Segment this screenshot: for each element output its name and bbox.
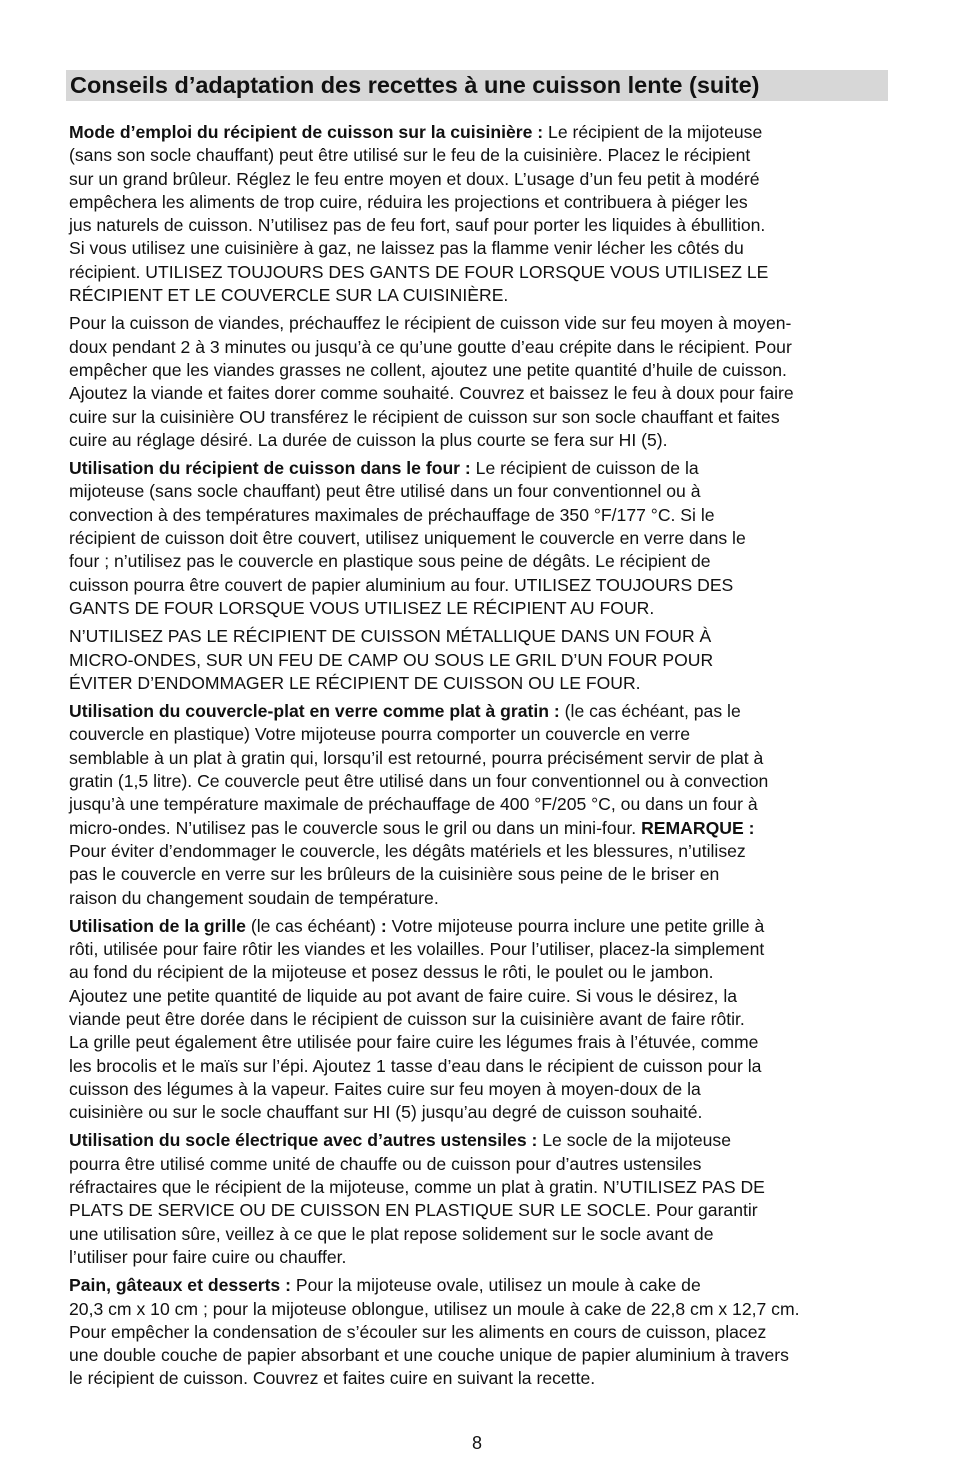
text-segment: le récipient de cuisson. Couvrez et faites cuire en suivant la recette.: [69, 1368, 596, 1389]
text-segment: une utilisation sûre, veillez à ce que le plat repose solidement sur le socle avant de: [69, 1223, 714, 1244]
text-segment: au fond du récipient de la mijoteuse et posez dessus le rôti, le poulet ou le jambon.: [69, 962, 714, 983]
text-segment: pourra être utilisé comme unité de chauffe ou de cuisson pour d’autres ustensiles: [69, 1153, 702, 1174]
text-line: [69, 1223, 909, 1246]
text-line: [69, 1055, 909, 1078]
text-line: [69, 938, 909, 961]
text-line: [69, 672, 909, 695]
text-segment: rôti, utilisée pour faire rôtir les viandes et les volailles. Pour l’utiliser, placez-la simplement: [69, 939, 765, 960]
text-line: [69, 382, 909, 405]
paragraph: [69, 121, 909, 307]
text-segment: Le récipient de cuisson de la: [470, 458, 699, 479]
paragraph: [69, 700, 909, 910]
text-segment: l’utiliser pour faire cuire ou chauffer.: [69, 1246, 347, 1267]
text-line: [69, 1199, 909, 1222]
paragraph: [69, 625, 909, 695]
text-line: [69, 1246, 909, 1269]
text-segment: Si vous utilisez une cuisinière à gaz, ne laissez pas la flamme venir lécher les côtés du: [69, 238, 744, 259]
text-segment: Pour la mijoteuse ovale, utilisez un moule à cake de: [290, 1275, 701, 1296]
text-segment: cuire au réglage désiré. La durée de cuisson la plus courte se fera sur HI (5).: [69, 429, 668, 450]
text-segment: (le cas échéant): [245, 915, 381, 936]
text-segment: viande peut être dorée dans le récipient de cuisson sur la cuisinière avant de faire rôtir.: [69, 1008, 745, 1029]
page-title: Conseils d’adaptation des recettes à une cuisson lente (suite): [70, 72, 760, 98]
text-segment: RÉCIPIENT ET LE COUVERCLE SUR LA CUISINIÈRE.: [69, 285, 509, 306]
text-segment: Pour éviter d’endommager le couvercle, les dégâts matériels et les blessures, n’utilisez: [69, 840, 746, 861]
text-segment: gratin (1,5 litre). Ce couvercle peut être utilisé dans un four conventionnel ou à convection: [69, 771, 769, 792]
text-line: [69, 527, 909, 550]
text-line: [69, 840, 909, 863]
text-segment: une double couche de papier absorbant et une couche unique de papier aluminium à travers: [69, 1345, 789, 1366]
text-line: [69, 700, 909, 723]
text-line: [69, 504, 909, 527]
text-segment: La grille peut également être utilisée pour faire cuire les légumes frais à l’étuvée, comme: [69, 1032, 759, 1053]
text-line: [69, 550, 909, 573]
text-line: [69, 723, 909, 746]
text-segment: (sans son socle chauffant) peut être utilisé sur le feu de la cuisinière. Placez le récipient: [69, 145, 751, 166]
text-line: [69, 1129, 909, 1152]
text-line: [69, 770, 909, 793]
text-line: [69, 649, 909, 672]
text-segment: four ; n’utilisez pas le couvercle en plastique sous peine de dégâts. Le récipient de: [69, 551, 711, 572]
text-line: [69, 574, 909, 597]
text-line: [69, 214, 909, 237]
text-segment: pas le couvercle en verre sur les brûleurs de la cuisinière sous peine de le briser en: [69, 864, 720, 885]
text-segment: empêcher que les viandes grasses ne collent, ajoutez une petite quantité d’huile de cuisson.: [69, 359, 787, 380]
text-line: [69, 961, 909, 984]
text-line: [69, 1274, 909, 1297]
text-segment: jus naturels de cuisson. N’utilisez pas de feu fort, sauf pour porter les liquides à ébullition.: [69, 215, 766, 236]
text-line: [69, 144, 909, 167]
text-segment: récipient. UTILISEZ TOUJOURS DES GANTS DE FOUR LORSQUE VOUS UTILISEZ LE: [69, 261, 769, 282]
text-segment: raison du changement soudain de température.: [69, 887, 439, 908]
text-segment: N’UTILISEZ PAS LE RÉCIPIENT DE CUISSON MÉTALLIQUE DANS UN FOUR À: [69, 626, 712, 647]
text-segment: jusqu’à une température maximale de préchauffage de 400 °F/205 °C, ou dans un four à: [69, 794, 758, 815]
text-line: [69, 1031, 909, 1054]
text-line: [69, 261, 909, 284]
text-line: [69, 336, 909, 359]
text-segment: cuisson des légumes à la vapeur. Faites cuire sur feu moyen à moyen-doux de la: [69, 1078, 701, 1099]
text-segment: Le récipient de la mijoteuse: [543, 122, 763, 142]
text-line: [69, 312, 909, 335]
text-segment: Pour empêcher la condensation de s’écouler sur les aliments en cours de cuisson, placez: [69, 1321, 767, 1342]
bold-segment: Utilisation du récipient de cuisson dans le four :: [69, 458, 471, 479]
paragraph: [69, 457, 909, 620]
text-line: [69, 284, 909, 307]
text-segment: ÉVITER D’ENDOMMAGER LE RÉCIPIENT DE CUISSON OU LE FOUR.: [69, 672, 641, 693]
text-line: [69, 863, 909, 886]
text-line: [69, 237, 909, 260]
text-line: [69, 1101, 909, 1124]
text-segment: couvercle en plastique) Votre mijoteuse pourra comporter un couvercle en verre: [69, 724, 690, 745]
text-line: [69, 747, 909, 770]
text-segment: MICRO-ONDES, SUR UN FEU DE CAMP OU SOUS LE GRIL D’UN FOUR POUR: [69, 649, 714, 670]
text-line: [69, 457, 909, 480]
text-line: [69, 1344, 909, 1367]
paragraph: [69, 915, 909, 1125]
text-segment: (le cas échéant, pas le: [559, 701, 741, 722]
text-line: [69, 1321, 909, 1344]
text-segment: semblable à un plat à gratin qui, lorsqu’il est retourné, pourra précisément servir de plat à: [69, 747, 764, 768]
text-segment: empêchera les aliments de trop cuire, réduira les projections et contribuera à piéger les: [69, 191, 748, 212]
bold-segment: Utilisation de la grille: [69, 915, 246, 936]
text-segment: cuisson pourra être couvert de papier aluminium au four. UTILISEZ TOUJOURS DES: [69, 574, 734, 595]
paragraph: [69, 1274, 909, 1390]
text-line: [69, 359, 909, 382]
text-line: [69, 625, 909, 648]
text-line: [69, 168, 909, 191]
text-line: [69, 1153, 909, 1176]
bold-segment: Pain, gâteaux et desserts :: [69, 1275, 291, 1296]
text-segment: récipient de cuisson doit être couvert, utilisez uniquement le couvercle en verre dans le: [69, 528, 746, 549]
text-line: [69, 597, 909, 620]
text-line: [69, 1298, 909, 1321]
bold-segment: Utilisation du couvercle-plat en verre comme plat à gratin :: [69, 701, 560, 722]
bold-segment: :: [380, 915, 387, 936]
page-number: 8: [471, 1433, 482, 1453]
text-line: [69, 1008, 909, 1031]
text-segment: 20,3 cm x 10 cm ; pour la mijoteuse oblongue, utilisez un moule à cake de 22,8 cm x 12,7 cm.: [69, 1298, 800, 1319]
text-line: [69, 1078, 909, 1101]
text-segment: Le socle de la mijoteuse: [537, 1130, 732, 1151]
text-segment: GANTS DE FOUR LORSQUE VOUS UTILISEZ LE RÉCIPIENT AU FOUR.: [69, 597, 655, 618]
text-segment: convection à des températures maximales de préchauffage de 350 °F/177 °C. Si le: [69, 504, 715, 525]
text-segment: cuire sur la cuisinière OU transférez le récipient de cuisson sur son socle chauffant et faites: [69, 406, 780, 427]
bold-segment: Mode d’emploi du récipient de cuisson sur la cuisinière :: [69, 122, 544, 142]
text-segment: doux pendant 2 à 3 minutes ou jusqu’à ce qu’une goutte d’eau crépite dans le récipient. Pour: [69, 336, 792, 357]
text-line: [69, 915, 909, 938]
bold-segment: REMARQUE :: [641, 817, 755, 838]
paragraph: [69, 312, 909, 452]
text-line: [69, 121, 909, 144]
text-segment: mijoteuse (sans socle chauffant) peut être utilisé dans un four conventionnel ou à: [69, 481, 701, 502]
text-segment: Ajoutez la viande et faites dorer comme souhaité. Couvrez et baissez le feu à doux pour faire: [69, 383, 794, 404]
bold-segment: Utilisation du socle électrique avec d’autres ustensiles :: [69, 1130, 538, 1151]
text-segment: Votre mijoteuse pourra inclure une petite grille à: [386, 915, 765, 936]
text-line: [69, 480, 909, 503]
text-line: [69, 985, 909, 1008]
text-line: [69, 1176, 909, 1199]
text-segment: micro-ondes. N’utilisez pas le couvercle sous le gril ou dans un mini-four.: [69, 817, 642, 838]
text-segment: Pour la cuisson de viandes, préchauffez le récipient de cuisson vide sur feu moyen à moyen-: [69, 313, 792, 334]
text-line: [69, 817, 909, 840]
text-segment: cuisinière ou sur le socle chauffant sur HI (5) jusqu’au degré de cuisson souhaité.: [69, 1102, 703, 1123]
text-segment: réfractaires que le récipient de la mijoteuse, comme un plat à gratin. N’UTILISEZ PAS DE: [69, 1177, 765, 1198]
text-segment: Ajoutez une petite quantité de liquide au pot avant de faire cuire. Si vous le désirez, la: [69, 985, 738, 1006]
text-line: [69, 191, 909, 214]
text-segment: sur un grand brûleur. Réglez le feu entre moyen et doux. L’usage d’un feu petit à modéré: [69, 168, 760, 189]
document-body: [69, 121, 909, 1396]
text-line: [69, 1367, 909, 1390]
paragraph: [69, 1129, 909, 1269]
text-segment: les brocolis et le maïs sur l’épi. Ajoutez 1 tasse d’eau dans le récipient de cuisson pour la: [69, 1055, 762, 1076]
text-line: [69, 406, 909, 429]
text-segment: PLATS DE SERVICE OU DE CUISSON EN PLASTIQUE SUR LE SOCLE. Pour garantir: [69, 1200, 758, 1221]
text-line: [69, 429, 909, 452]
text-line: [69, 793, 909, 816]
text-line: [69, 887, 909, 910]
